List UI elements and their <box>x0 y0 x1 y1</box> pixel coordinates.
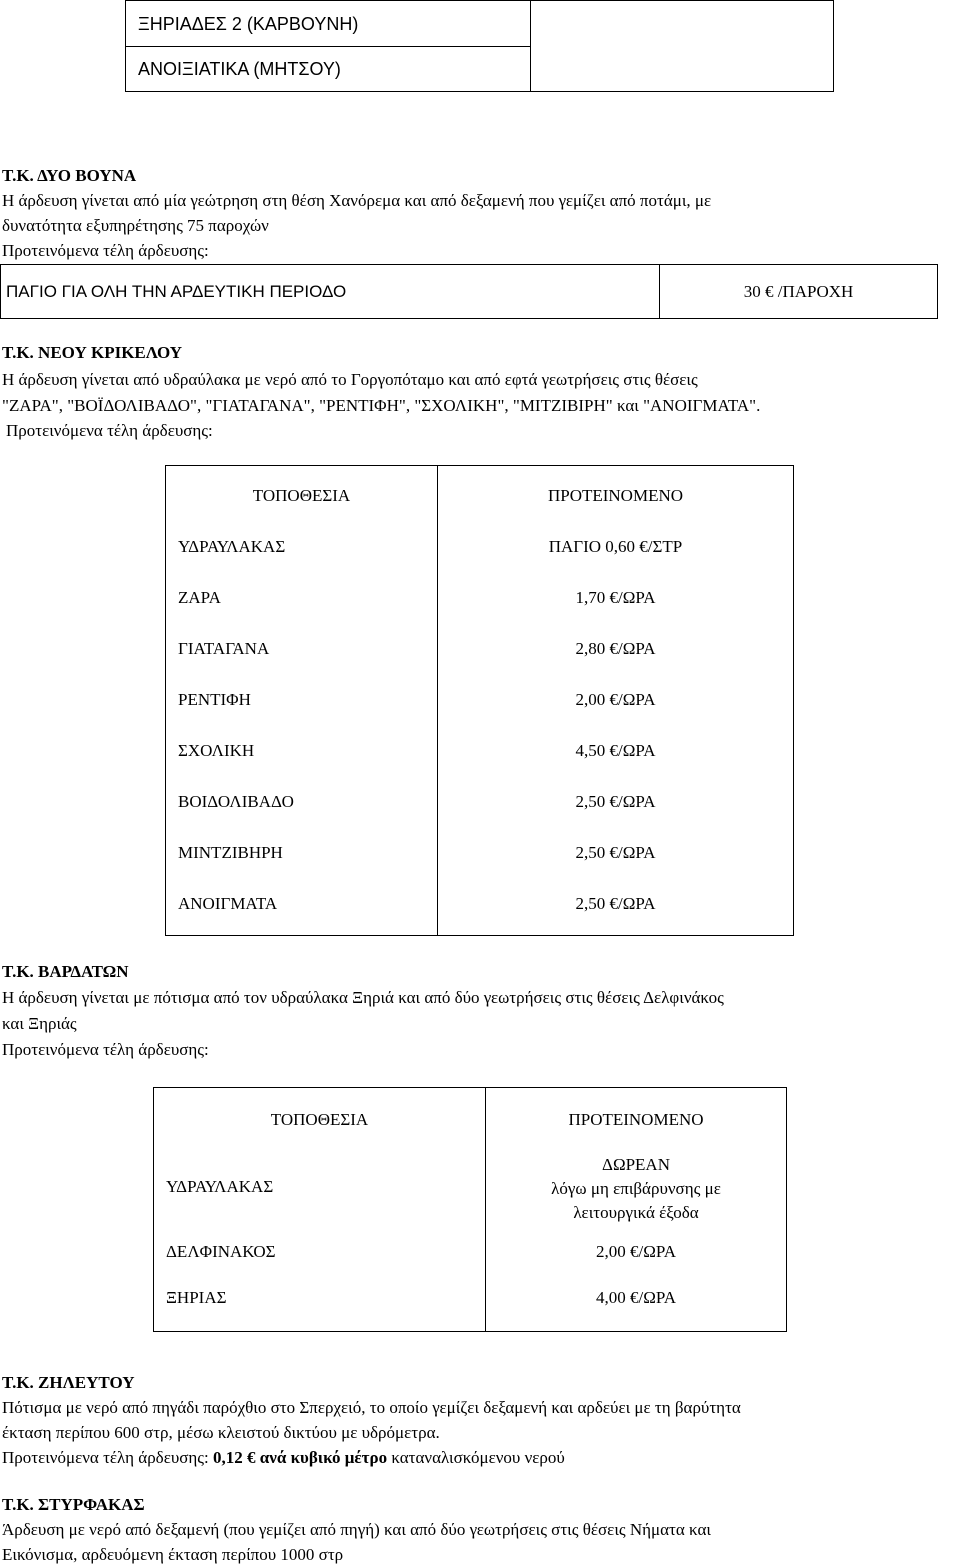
vardaton-col-price <box>486 1088 787 1332</box>
section-heading-vardaton: Τ.Κ. ΒΑΡΔΑΤΩΝ <box>2 962 129 981</box>
location-cell: ΣΧΟΛΙΚΗ <box>178 741 255 760</box>
section-heading-styrfakas: Τ.Κ. ΣΤΥΡΦΑΚΑΣ <box>2 1495 145 1514</box>
price-cell: 4,00 €/ΩΡΑ <box>595 1288 677 1307</box>
location-cell: ΑΝΟΙΓΜΑΤΑ <box>178 894 278 913</box>
location-cell: ΔΕΛΦΙΝΑΚΟΣ <box>166 1242 276 1261</box>
header-location: ΤΟΠΟΘΕΣΙΑ <box>252 486 351 505</box>
location-cell: ΞΗΡΙΑΣ <box>166 1288 227 1307</box>
vardaton-fees-label: Προτεινόμενα τέλη άρδευσης: <box>2 1040 209 1059</box>
price-cell: 2,00 €/ΩΡΑ <box>595 1242 677 1261</box>
top-table-row2: ΑΝΟΙΞΙΑΤΙΚΑ (ΜΗΤΣΟΥ) <box>126 47 531 92</box>
location-cell: ΥΔΡΑΥΛΑΚΑΣ <box>178 537 286 556</box>
location-cell: ΖΑΡΑ <box>178 588 221 607</box>
vardaton-fee-table <box>153 1087 787 1332</box>
neou-krikelou-col-price <box>438 466 794 936</box>
header-location: ΤΟΠΟΘΕΣΙΑ <box>270 1110 369 1129</box>
price-cell: 4,50 €/ΩΡΑ <box>575 741 656 760</box>
top-table-row1: ΞΗΡΙΑΔΕΣ 2 (ΚΑΡΒΟΥΝΗ) <box>126 1 531 47</box>
styrfakas-text-line2: Εικόνισμα, αρδευόμενη έκταση περίπου 1000 στρ <box>2 1545 344 1564</box>
neou-krikelou-col-location <box>166 466 438 936</box>
vardaton-col-location <box>154 1088 486 1332</box>
location-cell: ΒΟΙΔΟΛΙΒΑΔΟ <box>178 792 294 811</box>
price-cell: ΠΑΓΙΟ 0,60 €/ΣΤΡ <box>548 537 683 556</box>
location-cell: ΡΕΝΤΙΦΗ <box>178 690 251 709</box>
price-cell: 2,50 €/ΩΡΑ <box>575 894 656 913</box>
dyo-vouna-text-line2: δυνατότητα εξυπηρέτησης 75 παροχών <box>2 216 269 235</box>
dyo-vouna-text-line1: Η άρδευση γίνεται από μία γεώτρηση στη θέση Χανόρεμα και από δεξαμενή που γεμίζει από ποτάμι, με <box>2 191 712 210</box>
free-reason-line1: λόγω μη επιβάρυνσης με <box>551 1179 721 1198</box>
free-reason-line2: λειτουργικά έξοδα <box>573 1203 699 1222</box>
price-cell: 2,50 €/ΩΡΑ <box>575 792 656 811</box>
zilefton-fees-line <box>2 1446 565 1470</box>
zilefton-text-line1: Πότισμα με νερό από πηγάδι παρόχθιο στο Σπερχειό, το οποίο γεμίζει δεξαμενή και αρδεύει με τη βαρύτητα <box>2 1398 741 1417</box>
price-cell: 1,70 €/ΩΡΑ <box>575 588 656 607</box>
free-of-charge-cell <box>486 1145 786 1229</box>
header-proposed: ΠΡΟΤΕΙΝΟΜΕΝΟ <box>547 486 684 505</box>
dyo-vouna-fees-label: Προτεινόμενα τέλη άρδευσης: <box>2 241 209 260</box>
vardaton-text-line1: Η άρδευση γίνεται με πότισμα από τον υδραύλακα Ξηριά και από δύο γεωτρήσεις στις θέσεις Δελφινάκος <box>2 988 724 1007</box>
section-heading-zilefton: Τ.Κ. ΖΗΛΕΥΤΟΥ <box>2 1373 135 1392</box>
neou-krikelou-fees-label: Προτεινόμενα τέλη άρδευσης: <box>6 421 213 440</box>
neou-krikelou-fee-table <box>165 465 794 936</box>
top-table-empty-cell <box>530 1 833 92</box>
price-cell: 2,00 €/ΩΡΑ <box>575 690 656 709</box>
location-cell: ΜΙΝΤΖΙΒΗΡΗ <box>178 843 283 862</box>
location-cell: ΓΙΑΤΑΓΑΝΑ <box>178 639 270 658</box>
top-table <box>125 0 834 92</box>
free-label: ΔΩΡΕΑΝ <box>602 1155 670 1174</box>
neou-krikelou-text-line2: "ΖΑΡΑ", "ΒΟΪΔΟΛΙΒΑΔΟ", "ΓΙΑΤΑΓΑΝΑ", "ΡΕΝΤΙΦΗ", "ΣΧΟΛΙΚΗ", "ΜΙΤΖΙΒΙΡΗ" και "ΑΝΟΙΓΜΑΤΑ". <box>2 396 761 415</box>
dyo-vouna-fee-value: 30 € /ΠΑΡΟΧΗ <box>660 265 938 319</box>
zilefton-text-line2: έκταση περίπου 600 στρ, μέσω κλειστού δικτύου με υδρόμετρα. <box>2 1423 440 1442</box>
price-cell: 2,80 €/ΩΡΑ <box>575 639 656 658</box>
price-cell: 2,50 €/ΩΡΑ <box>575 843 656 862</box>
dyo-vouna-fee-desc: ΠΑΓΙΟ ΓΙΑ ΟΛΗ ΤΗΝ ΑΡΔΕΥΤΙΚΗ ΠΕΡΙΟΔΟ <box>1 265 660 319</box>
section-heading-dyo-vouna: Τ.Κ. ΔΥΟ ΒΟΥΝΑ <box>2 166 137 185</box>
header-proposed: ΠΡΟΤΕΙΝΟΜΕΝΟ <box>568 1110 704 1129</box>
dyo-vouna-fee-table <box>0 264 938 319</box>
zilefton-fees-suffix: καταναλισκόμενου νερού <box>387 1448 565 1467</box>
location-cell: ΥΔΡΑΥΛΑΚΑΣ <box>166 1177 274 1196</box>
zilefton-fees-prefix: Προτεινόμενα τέλη άρδευσης: <box>2 1448 214 1467</box>
section-heading-neou-krikelou: Τ.Κ. ΝΕΟΥ ΚΡΙΚΕΛΟΥ <box>2 343 183 362</box>
vardaton-text-line2: και Ξηριάς <box>2 1014 77 1033</box>
neou-krikelou-text-line1: Η άρδευση γίνεται από υδραύλακα με νερό από το Γοργοπόταμο και από εφτά γεωτρήσεις στις θέσεις <box>2 370 698 389</box>
zilefton-fees-amount: 0,12 € ανά κυβικό μέτρο <box>213 1448 388 1467</box>
styrfakas-text-line1: Άρδευση με νερό από δεξαμενή (που γεμίζει από πηγή) και από δύο γεωτρήσεις στις θέσεις Νήματα και <box>2 1520 711 1539</box>
